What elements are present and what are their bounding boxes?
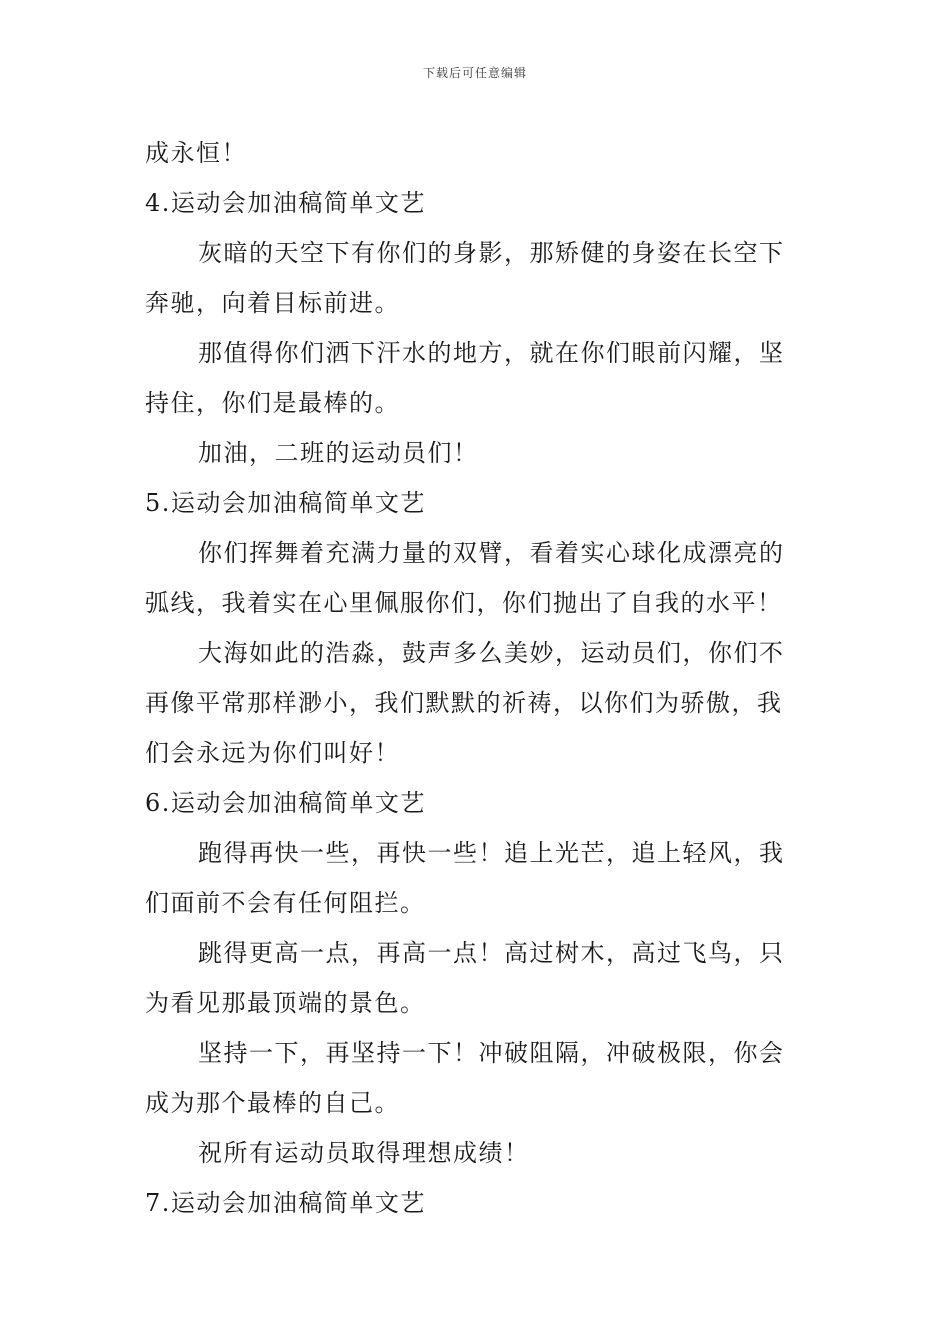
paragraph-line: 你们挥舞着充满力量的双臂，看着实心球化成漂亮的 <box>198 539 785 567</box>
paragraph-line: 为看见那最顶端的景色。 <box>145 989 426 1017</box>
paragraph-line: 跑得再快一些，再快一些！追上光芒，追上轻风，我 <box>198 839 785 867</box>
document-body <box>145 128 807 1228</box>
paragraph-line: 弧线，我着实在心里佩服你们，你们抛出了自我的水平！ <box>145 589 783 617</box>
paragraph-line: 成为那个最棒的自己。 <box>145 1089 400 1117</box>
section-heading: 5.运动会加油稿简单文艺 <box>145 489 426 517</box>
paragraph-line: 持住，你们是最棒的。 <box>145 389 400 417</box>
paragraph-line: 大海如此的浩淼，鼓声多么美妙，运动员们，你们不 <box>198 639 785 667</box>
paragraph-line: 们会永远为你们叫好！ <box>145 739 400 767</box>
paragraph-line: 们面前不会有任何阻拦。 <box>145 889 426 917</box>
section-heading: 4.运动会加油稿简单文艺 <box>145 189 426 217</box>
paragraph-line: 祝所有运动员取得理想成绩！ <box>198 1139 530 1167</box>
paragraph-line: 奔驰，向着目标前进。 <box>145 289 400 317</box>
paragraph-line: 坚持一下，再坚持一下！冲破阻隔，冲破极限，你会 <box>198 1039 785 1067</box>
text-line: 成永恒！ <box>145 139 247 167</box>
paragraph-line: 再像平常那样渺小，我们默默的祈祷，以你们为骄傲，我 <box>145 689 783 717</box>
section-heading: 6.运动会加油稿简单文艺 <box>145 789 426 817</box>
section-heading: 7.运动会加油稿简单文艺 <box>145 1189 426 1217</box>
paragraph-line: 跳得更高一点，再高一点！高过树木，高过飞鸟，只 <box>198 939 785 967</box>
paragraph-line: 加油，二班的运动员们！ <box>198 439 479 467</box>
paragraph-line: 那值得你们洒下汗水的地方，就在你们眼前闪耀，坚 <box>198 339 785 367</box>
paragraph-line: 灰暗的天空下有你们的身影，那矫健的身姿在长空下 <box>198 239 785 267</box>
page-header: 下载后可任意编辑 <box>422 66 527 80</box>
